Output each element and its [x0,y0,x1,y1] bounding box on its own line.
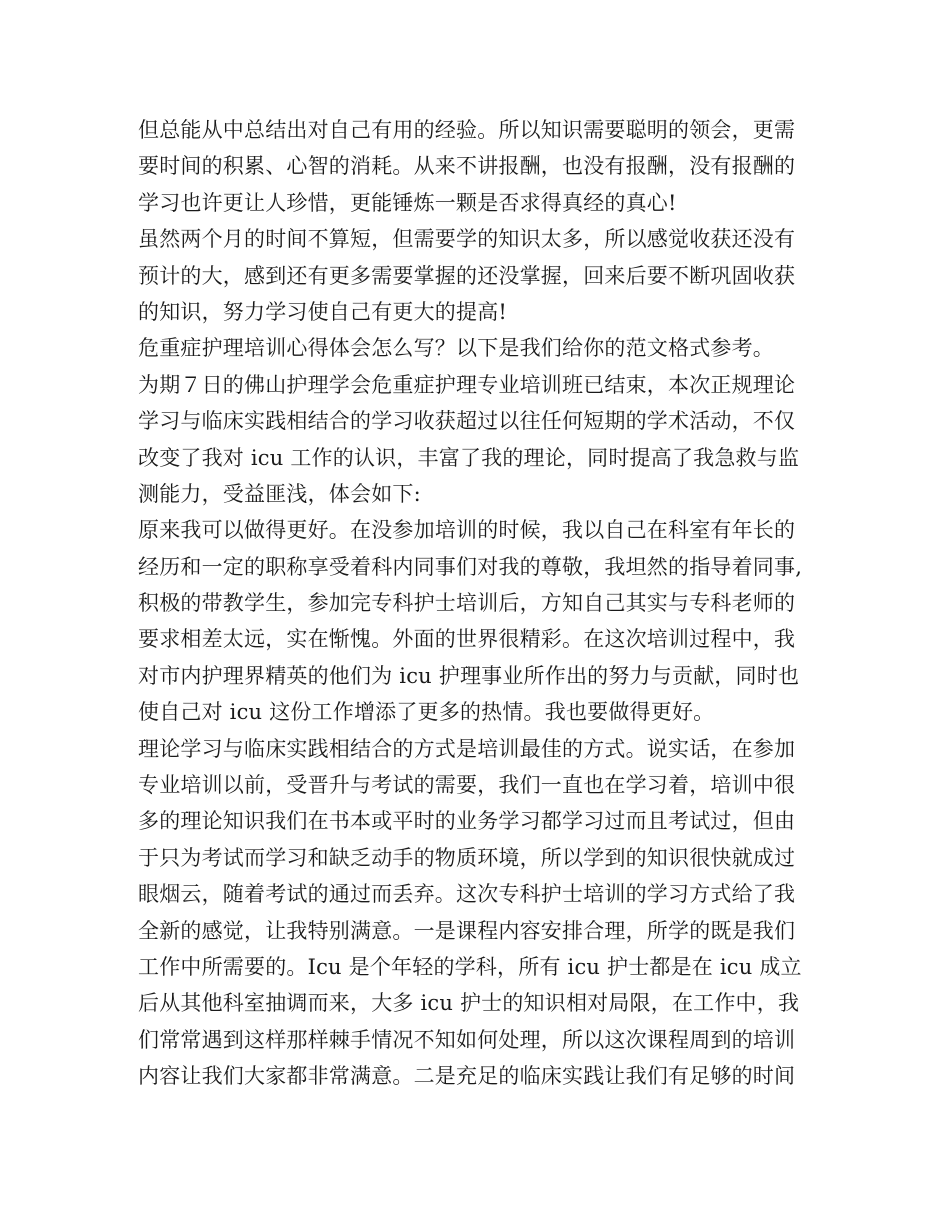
text-line: 工作中所需要的。Icu 是个年轻的学科，所有 icu 护士都是在 icu 成立 [138,954,802,979]
text-line: 全新的感觉，让我特别满意。一是课程内容安排合理，所学的既是我们 [138,918,796,943]
text-line: 原来我可以做得更好。在没参加培训的时候，我以自己在科室有年长的 [138,518,796,543]
text-line: 专业培训以前，受晋升与考试的需要，我们一直也在学习着，培训中很 [138,773,796,798]
text-line: 的知识，努力学习使自己有更大的提高! [138,299,508,324]
text-line: 对市内护理界精英的他们为 icu 护理事业所作出的努力与贡献，同时也 [138,663,800,688]
text-line: 于只为考试而学习和缺乏动手的物质环境，所以学到的知识很快就成过 [138,845,796,870]
text-line: 眼烟云，随着考试的通过而丢弃。这次专科护士培训的学习方式给了我 [138,882,796,907]
text-line: 预计的大，感到还有更多需要掌握的还没掌握，回来后要不断巩固收获 [138,263,796,288]
text-line: 学习与临床实践相结合的学习收获超过以往任何短期的学术活动，不仅 [138,409,796,434]
text-line: 要求相差太远，实在惭愧。外面的世界很精彩。在这次培训过程中，我 [138,627,796,652]
text-line: 经历和一定的职称享受着科内同事们对我的尊敬，我坦然的指导着同事, [138,554,803,579]
text-line: 内容让我们大家都非常满意。二是充足的临床实践让我们有足够的时间 [138,1064,796,1089]
text-line: 危重症护理培训心得体会怎么写？以下是我们给你的范文格式参考。 [138,336,774,361]
text-line: 学习也许更让人珍惜，更能锤炼一颗是否求得真经的真心! [138,190,677,215]
text-line: 积极的带教学生，参加完专科护士培训后，方知自己其实与专科老师的 [138,591,796,616]
text-line: 改变了我对 icu 工作的认识，丰富了我的理论，同时提高了我急救与监 [138,445,800,470]
text-line: 要时间的积累、心智的消耗。从来不讲报酬，也没有报酬，没有报酬的 [138,154,796,179]
text-line: 后从其他科室抽调而来，大多 icu 护士的知识相对局限，在工作中，我 [138,991,800,1016]
text-line: 使自己对 icu 这份工作增添了更多的热情。我也要做得更好。 [138,700,715,725]
text-line: 但总能从中总结出对自己有用的经验。所以知识需要聪明的领会，更需 [138,118,796,142]
text-line: 多的理论知识我们在书本或平时的业务学习都学习过而且考试过，但由 [138,809,796,834]
body-text [138,112,828,1095]
text-line: 虽然两个月的时间不算短，但需要学的知识太多，所以感觉收获还没有 [138,227,796,252]
text-line: 测能力，受益匪浅，体会如下: [138,481,421,506]
text-line: 理论学习与临床实践相结合的方式是培训最佳的方式。说实话，在参加 [138,736,796,761]
text-line: 们常常遇到这样那样棘手情况不知如何处理，所以这次课程周到的培训 [138,1027,796,1052]
text-line: 为期７日的佛山护理学会危重症护理专业培训班已结束，本次正规理论 [138,372,796,397]
